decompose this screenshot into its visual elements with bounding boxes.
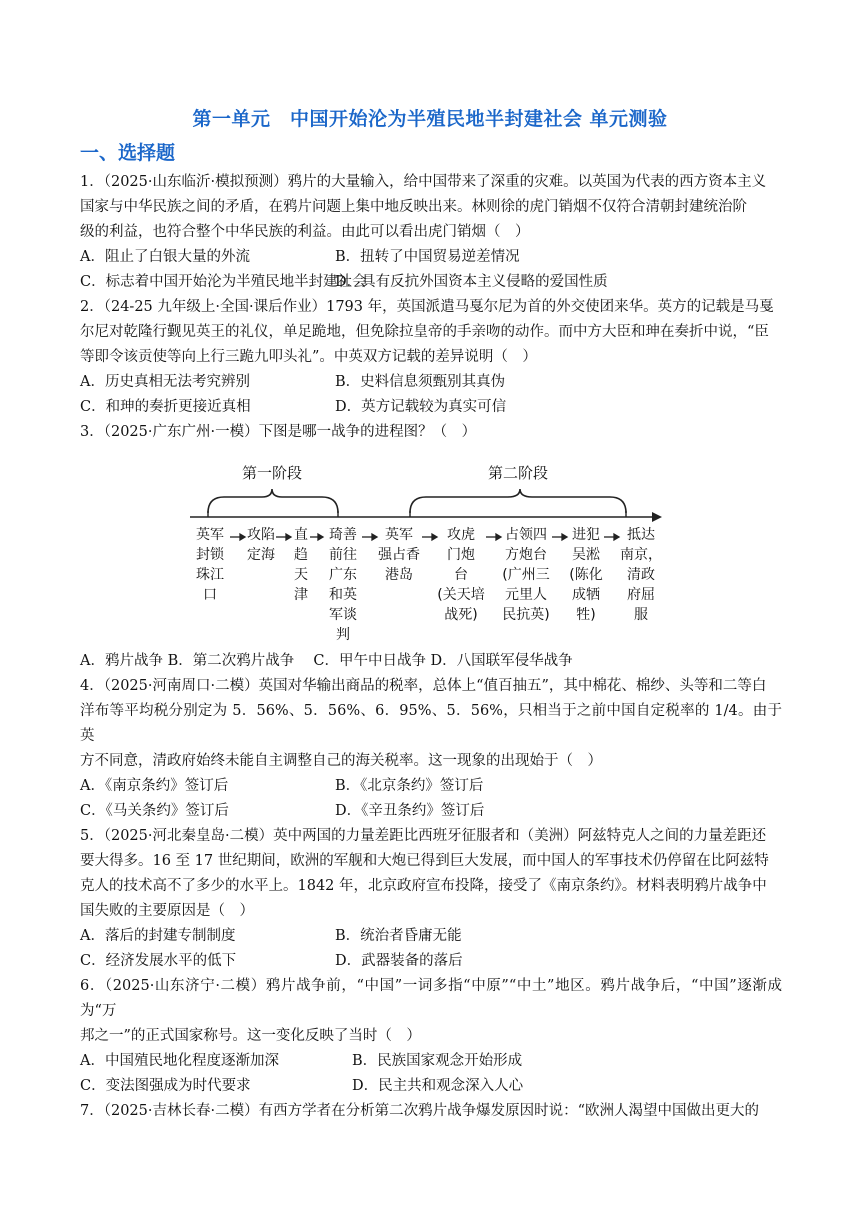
option-a: A．落后的封建专制制度 xyxy=(80,928,236,944)
option-a: A．历史真相无法考究辨别 xyxy=(80,374,250,390)
step-9 xyxy=(618,525,664,625)
option-b: B．民族国家观念开始形成 xyxy=(352,1053,523,1069)
question-4 xyxy=(80,674,782,824)
question-stem-line: 5．（2025·河北秦皇岛·二模）英中两国的力量差距比西班牙征服者和（美洲）阿兹特克人之间的力量差距还 xyxy=(80,828,767,844)
question-stem-line: 国家与中华民族之间的矛盾，在鸦片问题上集中地反映出来。林则徐的虎门销烟不仅符合清朝封建统治阶 xyxy=(80,199,747,215)
page-title: 第一单元 中国开始沦为半殖民地半封建社会 单元测验 xyxy=(192,108,668,130)
step-6 xyxy=(436,525,486,625)
question-stem-line: 3．（2025·广东广州·一模）下图是哪一战争的进程图？（ ） xyxy=(80,424,477,440)
option-a: A．中国殖民地化程度逐渐加深 xyxy=(80,1053,279,1069)
option-c: C．和珅的奏折更接近真相 xyxy=(80,399,251,415)
timeline-arrowhead xyxy=(652,512,662,522)
step-4 xyxy=(324,525,362,645)
step-5 xyxy=(376,525,422,585)
stage-2-label: 第二阶段 xyxy=(488,464,549,482)
step-text: 英军 封锁 珠江 口 xyxy=(196,527,224,603)
step-text: 英军 强占香 港岛 xyxy=(378,527,420,583)
question-3 xyxy=(80,420,782,674)
option-d: D．英方记载较为真实可信 xyxy=(335,399,507,415)
option-b: B．史料信息须甄别其真伪 xyxy=(335,374,506,390)
option-c: C．《马关条约》签订后 xyxy=(80,803,229,819)
question-6 xyxy=(80,974,782,1099)
stage-1-label: 第一阶段 xyxy=(242,464,303,482)
option-a: A．阻止了白银大量的外流 xyxy=(80,249,250,265)
question-stem-line: 邦之一”的正式国家称号。这一变化反映了当时（ ） xyxy=(80,1028,421,1044)
options xyxy=(80,1049,782,1099)
option-d: D．《辛丑条约》签订后 xyxy=(335,803,485,819)
options xyxy=(80,245,782,295)
option-d: D．民主共和观念深入人心 xyxy=(352,1078,524,1094)
step-text: 占领四 方炮台 (广州三 元里人 民抗英) xyxy=(502,527,550,623)
options xyxy=(80,774,782,824)
question-stem-line: 尔尼对乾隆行觐见英王的礼仪，单足跪地，但免除拉皇帝的手亲吻的动作。而中方大臣和珅在奏折中说，“臣 xyxy=(80,324,769,340)
question-stem-line: 国失败的主要原因是（ ） xyxy=(80,903,254,919)
question-stem-line: 方不同意，清政府始终未能自主调整自己的海关税率。这一现象的出现始于（ ） xyxy=(80,753,602,769)
stage-1-brace xyxy=(208,489,338,513)
option-b: B．扭转了中国贸易逆差情况 xyxy=(335,249,520,265)
step-text: 抵达 南京， 清政 府屈 服 xyxy=(620,527,662,623)
question-stem-line: 2．（24-25 九年级上·全国·课后作业）1793 年，英国派遣马戛尔尼为首的外交使团来华。英方的记载是马戛 xyxy=(80,299,774,315)
option-d: D．武器装备的落后 xyxy=(335,953,463,969)
option-c: C．变法图强成为时代要求 xyxy=(80,1078,251,1094)
question-stem-line: 4．（2025·河南周口·二模）英国对华输出商品的税率，总体上“值百抽五”，其中棉花、棉纱、头等和二等白 xyxy=(80,678,767,694)
question-stem-line: 级的利益，也符合整个中华民族的利益。由此可以看出虎门销烟（ ） xyxy=(80,224,530,240)
option-b: B．统治者昏庸无能 xyxy=(335,928,462,944)
step-text: 直 趋 天 津 xyxy=(294,527,308,603)
options: A．鸦片战争 B．第二次鸦片战争 C．甲午中日战争 D．八国联军侵华战争 xyxy=(80,653,573,669)
question-5 xyxy=(80,824,782,974)
step-8 xyxy=(566,525,606,625)
options xyxy=(80,924,782,974)
question-7 xyxy=(80,1099,782,1124)
options xyxy=(80,370,782,420)
question-stem-line: 克人的技术高不了多少的水平上。1842 年，北京政府宣布投降，接受了《南京条约》。材料表明鸦片战争中 xyxy=(80,878,767,894)
step-text: 进犯 吴淞 (陈化 成牺 牲) xyxy=(569,527,603,623)
stage-2-brace xyxy=(410,489,626,513)
question-stem-line: 6．（2025·山东济宁·二模）鸦片战争前，“中国”一词多指“中原”“中土”地区。鸦片战争后，“中国”逐渐成为“万 xyxy=(80,978,782,1019)
question-stem-line: 1．（2025·山东临沂·模拟预测）鸦片的大量输入，给中国带来了深重的灾难。以英国为代表的西方资本主义 xyxy=(80,174,767,190)
war-progress-diagram xyxy=(190,451,670,641)
step-3 xyxy=(292,525,310,605)
step-text: 攻陷 定海 xyxy=(247,527,275,563)
option-c: C．经济发展水平的低下 xyxy=(80,953,237,969)
step-text: 攻虎 门炮 台 (关天培 战死) xyxy=(437,527,485,623)
option-b: B．《北京条约》签订后 xyxy=(335,778,484,794)
section-heading: 一、选择题 xyxy=(80,142,176,164)
question-1 xyxy=(80,170,782,295)
step-2 xyxy=(244,525,278,565)
step-7 xyxy=(498,525,554,625)
option-c: C．标志着中国开始沦为半殖民地半封建社会 xyxy=(80,274,367,290)
option-d: D．具有反抗外国资本主义侵略的爱国性质 xyxy=(335,274,608,290)
question-2 xyxy=(80,295,782,420)
question-stem-line: 洋布等平均税分别定为 5．56%、5．56%、6．95%、5．56%，只相当于之前中国自定税率的 1/4。由于英 xyxy=(80,703,782,744)
question-stem-line: 等即令该贡使等向上行三跪九叩头礼”。中英双方记载的差异说明（ ） xyxy=(80,349,537,365)
step-arrows xyxy=(230,534,619,540)
question-stem-line: 7．（2025·吉林长春·二模）有西方学者在分析第二次鸦片战争爆发原因时说：“欧洲人渴望中国做出更大的 xyxy=(80,1103,760,1119)
question-stem-line: 要大得多。16 至 17 世纪期间，欧洲的军舰和大炮已得到巨大发展，而中国人的军事技术仍停留在比阿兹特 xyxy=(80,853,769,869)
option-a: A．《南京条约》签订后 xyxy=(80,778,229,794)
question-list xyxy=(80,170,782,1124)
step-1 xyxy=(190,525,230,605)
step-text: 琦善 前往 广东 和英 军谈 判 xyxy=(329,527,357,643)
